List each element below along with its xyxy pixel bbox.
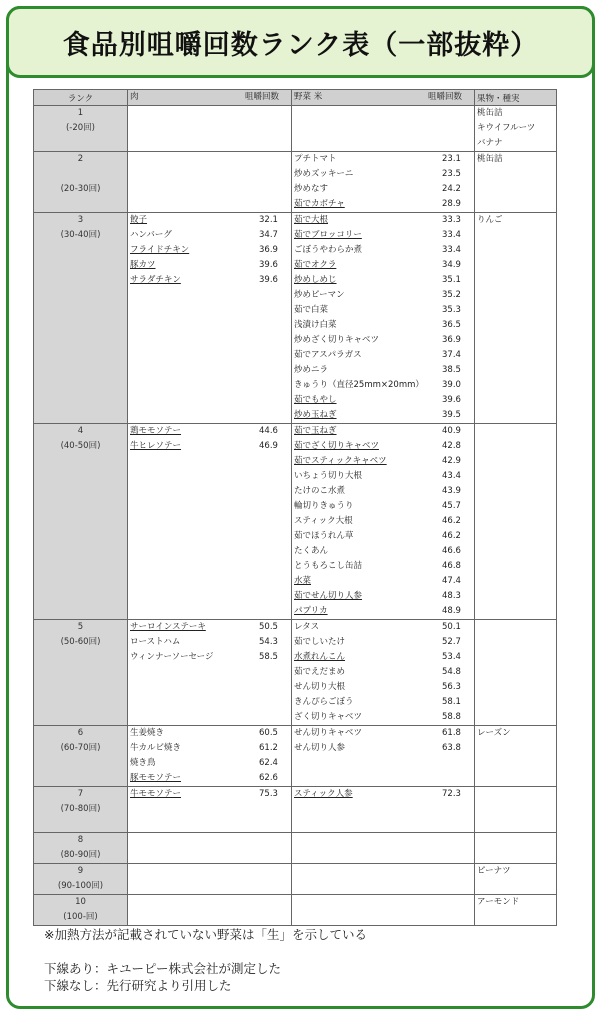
veg-item-name: 炒めニラ [294, 365, 329, 375]
veg-item-name: 水菜 [294, 576, 312, 586]
veg-cell [292, 620, 475, 726]
meat-item [128, 228, 291, 243]
meat-cell [128, 620, 292, 726]
veg-item [292, 499, 474, 514]
meat-item-name: サラダチキン [130, 275, 181, 285]
rank-row [34, 620, 557, 726]
fruit-cell [475, 106, 557, 152]
veg-item-name: 茹で玉ねぎ [294, 426, 337, 436]
veg-item-name: 輪切りきゅうり [294, 501, 354, 511]
meat-cell [128, 213, 292, 424]
meat-item-name: 豚モモソテー [130, 773, 182, 783]
veg-item-name: 炒め玉ねぎ [294, 410, 337, 420]
fruit-cell [475, 152, 557, 213]
meat-item [128, 424, 291, 439]
veg-item-count: 43.9 [442, 486, 461, 496]
veg-item [292, 741, 474, 756]
rank-range: (-20回) [65, 123, 95, 133]
veg-item-name: 茹でほうれん草 [294, 531, 354, 541]
fruit-cell [475, 787, 557, 833]
veg-item-count: 46.8 [442, 561, 461, 571]
veg-item-count: 48.9 [442, 606, 461, 616]
veg-item [292, 213, 474, 228]
veg-item [292, 424, 474, 439]
veg-item [292, 408, 474, 423]
veg-cell [292, 424, 475, 620]
rank-number: 1 [77, 108, 84, 118]
fruit-cell [475, 424, 557, 620]
fruit-item: バナナ [477, 138, 503, 148]
veg-item [292, 393, 474, 408]
veg-item-name: きんぴらごぼう [294, 697, 354, 707]
rank-row [34, 864, 557, 895]
header-meat-count: 咀嚼回数 [245, 92, 280, 102]
rank-number: 7 [77, 789, 84, 799]
veg-item [292, 559, 474, 574]
meat-item [128, 726, 291, 741]
veg-item-name: たけのこ水煮 [294, 486, 346, 496]
note-not-underlined: 下線なし：先行研究より引用した [44, 978, 232, 993]
veg-item [292, 529, 474, 544]
header-meat-label: 肉 [130, 92, 139, 102]
meat-item-name: 餃子 [130, 215, 148, 225]
rank-row [34, 106, 557, 152]
rank-cell [34, 152, 128, 213]
veg-item-name: いちょう切り大根 [294, 471, 363, 481]
header-veg-label: 野菜 米 [294, 92, 323, 102]
veg-item-name: 炒めしめじ [294, 275, 337, 285]
meat-item [128, 741, 291, 756]
veg-item-count: 24.2 [442, 184, 461, 194]
veg-item-name: 茹でアスパラガス [294, 350, 362, 360]
veg-item [292, 695, 474, 710]
veg-item-count: 39.6 [442, 395, 461, 405]
veg-item-name: 炒めざく切りキャベツ [294, 335, 380, 345]
veg-cell [292, 787, 475, 833]
fruit-item: ピーナツ [477, 866, 511, 876]
rank-range: (90-100回) [57, 881, 104, 891]
fruit-cell [475, 864, 557, 895]
veg-item-count: 54.8 [442, 667, 461, 677]
meat-item-count: 44.6 [259, 426, 278, 436]
veg-item-count: 23.1 [442, 154, 461, 164]
veg-item [292, 288, 474, 303]
veg-item [292, 303, 474, 318]
meat-item-count: 50.5 [259, 622, 278, 632]
veg-item [292, 469, 474, 484]
veg-item-count: 72.3 [442, 789, 461, 799]
veg-item [292, 514, 474, 529]
veg-item-count: 40.9 [442, 426, 461, 436]
rank-range: (50-60回) [60, 637, 101, 647]
meat-item-count: 39.6 [259, 275, 278, 285]
rank-row [34, 152, 557, 213]
veg-item-name: たくあん [294, 546, 329, 556]
veg-item-count: 39.5 [442, 410, 461, 420]
meat-item [128, 620, 291, 635]
rank-cell [34, 833, 128, 864]
veg-item [292, 787, 474, 802]
veg-item-count: 35.1 [442, 275, 461, 285]
meat-cell [128, 895, 292, 926]
veg-item-count: 46.6 [442, 546, 461, 556]
meat-item [128, 213, 291, 228]
veg-item-count: 53.4 [442, 652, 461, 662]
veg-item-name: ごぼうやわらか煮 [294, 245, 363, 255]
veg-item-count: 58.8 [442, 712, 461, 722]
rank-cell [34, 895, 128, 926]
page-title: 食品別咀嚼回数ランク表（一部抜粋） [62, 29, 539, 61]
meat-item-count: 60.5 [259, 728, 278, 738]
meat-item [128, 635, 291, 650]
veg-cell [292, 106, 475, 152]
rank-cell [34, 424, 128, 620]
rank-range: (80-90回) [60, 850, 101, 860]
meat-item-count: 58.5 [259, 652, 278, 662]
meat-cell [128, 152, 292, 213]
meat-item [128, 273, 291, 288]
header-veg-count: 咀嚼回数 [428, 92, 463, 102]
rank-row [34, 424, 557, 620]
veg-item [292, 680, 474, 695]
veg-item-name: 茹で白菜 [294, 305, 329, 315]
veg-item-count: 34.9 [442, 260, 461, 270]
rank-row [34, 726, 557, 787]
veg-item [292, 454, 474, 469]
meat-cell [128, 106, 292, 152]
rank-range: (40-50回) [60, 441, 101, 451]
veg-item [292, 333, 474, 348]
veg-item-name: 水煮れんこん [294, 652, 346, 662]
meat-item [128, 650, 291, 665]
veg-item-name: 茹でスティックキャベツ [294, 456, 387, 466]
veg-item-name: きゅうり（直径25mm×20mm） [294, 380, 424, 390]
veg-item-count: 42.8 [442, 441, 461, 451]
meat-item-count: 32.1 [259, 215, 278, 225]
meat-item-name: 牛モモソテー [130, 789, 182, 799]
veg-item-count: 45.7 [442, 501, 461, 511]
meat-item [128, 771, 291, 786]
fruit-item: キウイフルーツ [477, 123, 536, 133]
rank-number: 9 [77, 866, 84, 876]
veg-cell [292, 864, 475, 895]
note-underlined: 下線あり：キユーピー株式会社が測定した [44, 961, 282, 976]
veg-item-count: 39.0 [442, 380, 461, 390]
meat-item-count: 36.9 [259, 245, 278, 255]
meat-item-name: フライドチキン [130, 245, 190, 255]
veg-item [292, 650, 474, 665]
meat-item-count: 62.4 [259, 758, 278, 768]
meat-item-name: 豚カツ [130, 260, 156, 270]
veg-item [292, 439, 474, 454]
rank-cell [34, 213, 128, 424]
veg-item-count: 46.2 [442, 516, 461, 526]
rank-number: 2 [77, 154, 84, 164]
meat-item-name: 焼き鳥 [130, 758, 156, 768]
meat-item-count: 62.6 [259, 773, 278, 783]
veg-item [292, 620, 474, 635]
veg-item-count: 56.3 [442, 682, 461, 692]
veg-item-count: 37.4 [442, 350, 461, 360]
veg-item-name: 炒めなす [294, 184, 329, 194]
meat-cell [128, 726, 292, 787]
veg-item-name: スティック大根 [294, 516, 353, 526]
rank-number: 6 [77, 728, 84, 738]
veg-item [292, 589, 474, 604]
fruit-item: 桃缶詰 [477, 108, 503, 118]
meat-item-name: ウィンナーソーセージ [130, 652, 214, 662]
veg-item-name: プチトマト [294, 154, 337, 164]
rank-row [34, 787, 557, 833]
veg-item [292, 363, 474, 378]
rank-range: (20-30回) [60, 184, 101, 194]
veg-item [292, 710, 474, 725]
rank-cell [34, 864, 128, 895]
veg-item [292, 243, 474, 258]
veg-cell [292, 152, 475, 213]
veg-item-name: せん切り大根 [294, 682, 346, 692]
veg-item [292, 604, 474, 619]
meat-item [128, 439, 291, 454]
veg-item [292, 318, 474, 333]
fruit-cell [475, 213, 557, 424]
veg-item [292, 152, 474, 167]
meat-item-count: 54.3 [259, 637, 278, 647]
veg-item-count: 36.9 [442, 335, 461, 345]
meat-item-name: 牛カルビ焼き [130, 743, 182, 753]
fruit-item: レーズン [477, 728, 511, 738]
notes-section [44, 926, 367, 994]
veg-item-name: 茹でカボチャ [294, 199, 345, 209]
veg-item-name: パプリカ [294, 606, 328, 616]
veg-item-count: 36.5 [442, 320, 461, 330]
veg-item-count: 28.9 [442, 199, 461, 209]
veg-item-count: 23.5 [442, 169, 461, 179]
meat-item-count: 34.7 [259, 230, 278, 240]
veg-item-name: 茹でざく切りキャベツ [294, 441, 380, 451]
header-veg [292, 90, 475, 106]
veg-cell [292, 726, 475, 787]
veg-item-name: 炒めピーマン [294, 290, 345, 300]
chew-rank-table [33, 89, 557, 926]
meat-item-name: 鶏モモソテー [130, 426, 182, 436]
meat-item [128, 787, 291, 802]
fruit-cell [475, 833, 557, 864]
veg-item-count: 52.7 [442, 637, 461, 647]
title-banner [6, 6, 595, 78]
rank-cell [34, 726, 128, 787]
meat-item [128, 756, 291, 771]
veg-item-name: 茹でオクラ [294, 260, 337, 270]
meat-cell [128, 833, 292, 864]
veg-item-name: レタス [294, 622, 320, 632]
fruit-cell [475, 620, 557, 726]
header-meat [128, 90, 292, 106]
rank-number: 4 [77, 426, 84, 436]
veg-item [292, 167, 474, 182]
veg-item [292, 726, 474, 741]
rank-range: (30-40回) [60, 230, 101, 240]
veg-item [292, 378, 474, 393]
veg-cell [292, 833, 475, 864]
veg-item [292, 228, 474, 243]
meat-item-name: 生姜焼き [130, 728, 165, 738]
veg-item-name: せん切り人参 [294, 743, 346, 753]
veg-cell [292, 895, 475, 926]
meat-item [128, 243, 291, 258]
meat-item-name: ローストハム [130, 637, 181, 647]
veg-item-count: 47.4 [442, 576, 461, 586]
fruit-item: 桃缶詰 [477, 154, 503, 164]
veg-item-name: 茹でしいたけ [294, 637, 346, 647]
veg-item [292, 574, 474, 589]
meat-item-count: 75.3 [259, 789, 278, 799]
veg-item-name: ざく切りキャベツ [294, 712, 363, 722]
table-header-row [34, 90, 557, 106]
meat-item-count: 46.9 [259, 441, 278, 451]
veg-item [292, 635, 474, 650]
meat-cell [128, 424, 292, 620]
veg-item-name: 茹でせん切り人参 [294, 591, 363, 601]
veg-item-name: せん切りキャベツ [294, 728, 363, 738]
veg-item-count: 63.8 [442, 743, 461, 753]
rank-number: 10 [75, 897, 86, 907]
veg-item [292, 197, 474, 212]
veg-item-name: 浅漬け白菜 [294, 320, 337, 330]
veg-item-count: 46.2 [442, 531, 461, 541]
veg-item-count: 50.1 [442, 622, 461, 632]
meat-item [128, 258, 291, 273]
veg-item-count: 33.4 [442, 245, 461, 255]
veg-item [292, 544, 474, 559]
meat-cell [128, 787, 292, 833]
veg-item-count: 35.3 [442, 305, 461, 315]
meat-item-name: サーロインステーキ [130, 622, 206, 632]
veg-item [292, 484, 474, 499]
veg-item-name: 茹でもやし [294, 395, 337, 405]
veg-item [292, 273, 474, 288]
veg-item-name: スティック人参 [294, 789, 353, 799]
veg-item-count: 35.2 [442, 290, 461, 300]
veg-item-count: 33.3 [442, 215, 461, 225]
fruit-item: りんご [477, 215, 503, 225]
veg-item-name: 茹でえだまめ [294, 667, 346, 677]
rank-row [34, 833, 557, 864]
rank-number: 8 [77, 835, 84, 845]
veg-item-count: 58.1 [442, 697, 461, 707]
rank-cell [34, 106, 128, 152]
veg-item-name: 茹で大根 [294, 215, 329, 225]
veg-item-count: 42.9 [442, 456, 461, 466]
veg-item [292, 182, 474, 197]
note-raw-vegetables: ※加熱方法が記載されていない野菜は「生」を示している [44, 927, 367, 942]
meat-cell [128, 864, 292, 895]
rank-cell [34, 620, 128, 726]
rank-cell [34, 787, 128, 833]
rank-row [34, 213, 557, 424]
veg-cell [292, 213, 475, 424]
veg-item-count: 61.8 [442, 728, 461, 738]
veg-item-name: 茹でブロッコリー [294, 230, 362, 240]
rank-range: (70-80回) [60, 804, 101, 814]
veg-item-count: 38.5 [442, 365, 461, 375]
fruit-cell [475, 726, 557, 787]
rank-range: (60-70回) [60, 743, 101, 753]
meat-item-name: ハンバーグ [130, 230, 172, 240]
rank-number: 3 [77, 215, 84, 225]
header-rank: ランク [34, 90, 128, 106]
veg-item [292, 348, 474, 363]
veg-item-count: 48.3 [442, 591, 461, 601]
veg-item [292, 258, 474, 273]
rank-row [34, 895, 557, 926]
rank-number: 5 [77, 622, 84, 632]
rank-range: (100-回) [63, 912, 98, 922]
veg-item-count: 43.4 [442, 471, 461, 481]
meat-item-name: 牛ヒレソテー [130, 441, 182, 451]
veg-item [292, 665, 474, 680]
header-fruit: 果物・種実 [475, 90, 557, 106]
veg-item-name: とうもろこし缶詰 [294, 561, 363, 571]
fruit-item: アーモンド [477, 897, 520, 907]
meat-item-count: 39.6 [259, 260, 278, 270]
veg-item-name: 炒めズッキーニ [294, 169, 354, 179]
fruit-cell [475, 895, 557, 926]
meat-item-count: 61.2 [259, 743, 278, 753]
veg-item-count: 33.4 [442, 230, 461, 240]
